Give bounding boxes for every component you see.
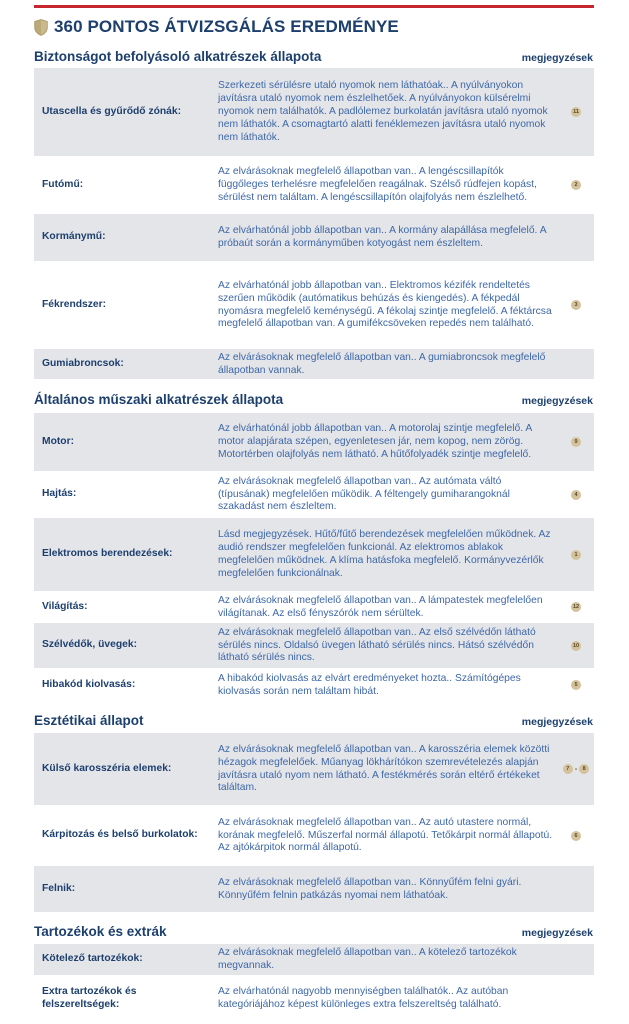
note-number-badge[interactable]: 8 (579, 764, 589, 774)
inspection-row (34, 262, 594, 348)
note-number-badge[interactable]: 7 (563, 764, 573, 774)
note-reference (554, 641, 594, 651)
note-reference (554, 550, 594, 560)
note-number-badge[interactable]: 4 (571, 490, 581, 500)
note-number-badge[interactable]: 1 (571, 550, 581, 560)
note-reference (554, 437, 594, 447)
row-label: Világítás: (42, 600, 88, 612)
note-reference (554, 764, 594, 774)
inspection-row (34, 944, 594, 975)
note-reference (554, 602, 594, 612)
section-header (34, 708, 594, 728)
note-reference (554, 490, 594, 500)
row-description: Az elvárhatónál jobb állapotban van.. Elektromos kézifék rendeltetés szerűen működik (autómatikus behúzás és kiengedés). A fékpedál nyomásra megfelelő keménységű. A fékolaj szintje megfelelő. A féktárcsa megfelelő állapotban van. A gumifékcsöveken repedés nem található. (218, 279, 552, 330)
row-description: Az elvárásoknak megfelelő állapotban van.. Az autó utastere normál, korának megfelelő. Műszerfal normál állapotú. Tetőkárpit normál állapotú. Az ajtókárpitok normál állapotú. (218, 816, 553, 854)
section-title: Általános műszaki alkatrészek állapota (34, 392, 284, 407)
row-label: Kötelező tartozékok: (42, 953, 143, 965)
inspection-row (34, 68, 594, 156)
inspection-row (34, 592, 594, 622)
inspection-row (34, 806, 594, 865)
note-reference (554, 831, 594, 841)
note-number-badge[interactable]: 5 (571, 680, 581, 690)
note-number-badge[interactable]: 2 (571, 180, 581, 190)
notes-column-label: megjegyzések (521, 716, 593, 728)
note-number-badge[interactable]: 12 (572, 604, 580, 610)
inspection-row (34, 413, 594, 471)
page-title: 360 PONTOS ÁTVIZSGÁLÁS EREDMÉNYE (54, 17, 399, 36)
section-header (34, 44, 594, 64)
notes-column-label: megjegyzések (521, 927, 593, 939)
row-description: Az elvárásoknak megfelelő állapotban van.. Könnyűfém felni gyári. Könnyűfém felnin patkázás nyomai nem láthatóak. (218, 876, 522, 901)
row-description: Az elvárásoknak megfelelő állapotban van.. A kötelező tartozékok megvannak. (218, 947, 517, 971)
row-label: Gumiabroncsok: (42, 357, 124, 369)
note-reference (554, 180, 594, 190)
section-title: Biztonságot befolyásoló alkatrészek állapota (34, 49, 322, 64)
note-number-badge[interactable]: 6 (571, 831, 581, 841)
inspection-row (34, 866, 594, 912)
shield-icon (34, 19, 48, 36)
row-label: Motor: (42, 435, 75, 447)
row-description: Az elvárásoknak megfelelő állapotban van.. Az autómata váltó (típusának) megfelelően működik. A féltengely gumiharangoknál szakadást nem észleltem. (218, 475, 510, 513)
row-description: Az elvárhatónál jobb állapotban van.. A motorolaj szintje megfelelő. A motor alapjárata szépen, egyenletesen jár, nem kopog, nem zörög. Motortérben olajfolyás nem látható. A hűtőfolyadék szintje megfelelő. (218, 423, 532, 460)
note-reference (554, 107, 594, 117)
note-reference (554, 680, 594, 690)
row-description: Az elvárhatónál jobb állapotban van.. A kormány alapállása megfelelő. A próbaút során a kormányműben kotyogást nem észleltem. (218, 225, 547, 249)
inspection-row (34, 976, 594, 1021)
inspection-row (34, 214, 594, 261)
row-description: Az elvárásoknak megfelelő állapotban van.. A lengéscsillapítók függőleges terhelésre megfelelően reagálnak. Szélső rúdfejen kopást, sérülést nem találtam. A lengéscsillapítón olajfolyás nem észlelhető. (218, 166, 537, 203)
row-description: Az elvárásoknak megfelelő állapotban van.. A karosszéria elemek közötti hézagok megfelelőek. Műanyag lökhárítókon szemrevételezés alapján javításra utaló nyom nem látható. A festékmérés során eltérő értékeket találtam. (218, 743, 550, 794)
page-header (34, 16, 399, 38)
row-description: Az elvárásoknak megfelelő állapotban van.. A lámpatestek megfelelően világítanak. Az első fényszórók nem sérültek. (218, 594, 543, 619)
note-number-badge[interactable]: 10 (572, 642, 580, 649)
row-label: Hajtás: (42, 488, 77, 500)
inspection-row (34, 349, 594, 379)
row-description: Az elvárásoknak megfelelő állapotban van.. A gumiabroncsok megfelelő állapotban vannak. (218, 351, 546, 376)
row-label: Külső karosszéria elemek: (42, 762, 172, 774)
row-description: Lásd megjegyzések. Hűtő/fűtő berendezések megfelelően működnek. Az audió rendszer megfelelően funkcionál. Az elektromos ablakok megfelelően működnek. A klíma hatásfoka megfelelő. Kormányvezérlők megfelelően funkcionálnak. (218, 529, 551, 579)
row-label: Extra tartozékok és felszereltségek: (42, 986, 137, 1010)
row-label: Futómű: (42, 178, 84, 190)
row-description: A hibakód kiolvasás az elvárt eredményeket hozta.. Számítógépes kiolvasás során nem találtam hibát. (218, 672, 521, 697)
badge-separator: - (574, 765, 578, 773)
section-title: Esztétikai állapot (34, 713, 144, 728)
inspection-row (34, 472, 594, 517)
top-accent-rule (34, 5, 594, 8)
row-description: Az elvárásoknak megfelelő állapotban van.. Az első szélvédőn látható sérülés nincs. Oldalsó üvegen látható sérülés nincs. Hátsó szélvédőn látható sérülés nincs. (218, 626, 536, 664)
notes-column-label: megjegyzések (521, 395, 593, 407)
row-label: Kormánymű: (42, 231, 106, 243)
row-label: Kárpitozás és belső burkolatok: (42, 829, 198, 841)
inspection-row (34, 623, 594, 668)
note-number-badge[interactable]: 3 (571, 300, 581, 310)
notes-column-label: megjegyzések (521, 52, 593, 64)
section-header (34, 919, 594, 939)
inspection-row (34, 157, 594, 213)
inspection-row (34, 669, 594, 701)
note-number-badge[interactable]: 9 (571, 437, 581, 447)
row-label: Utascella és gyűrődő zónák: (42, 105, 182, 117)
row-label: Hibakód kiolvasás: (42, 678, 136, 690)
note-reference (554, 300, 594, 310)
note-number-badge[interactable]: 11 (571, 107, 581, 117)
row-label: Elektromos berendezések: (42, 548, 173, 560)
row-description: Az elvárhatónál nagyobb mennyiségben találhatók.. Az autóban kategóriájához képest különleges extra felszereltség található. (218, 986, 509, 1010)
row-label: Felnik: (42, 882, 76, 894)
section-title: Tartozékok és extrák (34, 924, 167, 939)
section-header (34, 387, 594, 407)
row-description: Szerkezeti sérülésre utaló nyomok nem láthatóak.. A nyúlványokon javításra utaló nyomok nem észlelhetőek. A nyúlványokon külsérelmi nyomok nem találhatók. A padlólemez burkolatán javításra utaló nyomok nem láthatók. A csomagtartó alatti fenéklemezen javításra utaló nyomok nem láthatók. (218, 80, 548, 143)
inspection-row (34, 733, 594, 805)
inspection-row (34, 518, 594, 591)
row-label: Fékrendszer: (42, 298, 107, 310)
row-label: Szélvédők, üvegek: (42, 639, 137, 651)
